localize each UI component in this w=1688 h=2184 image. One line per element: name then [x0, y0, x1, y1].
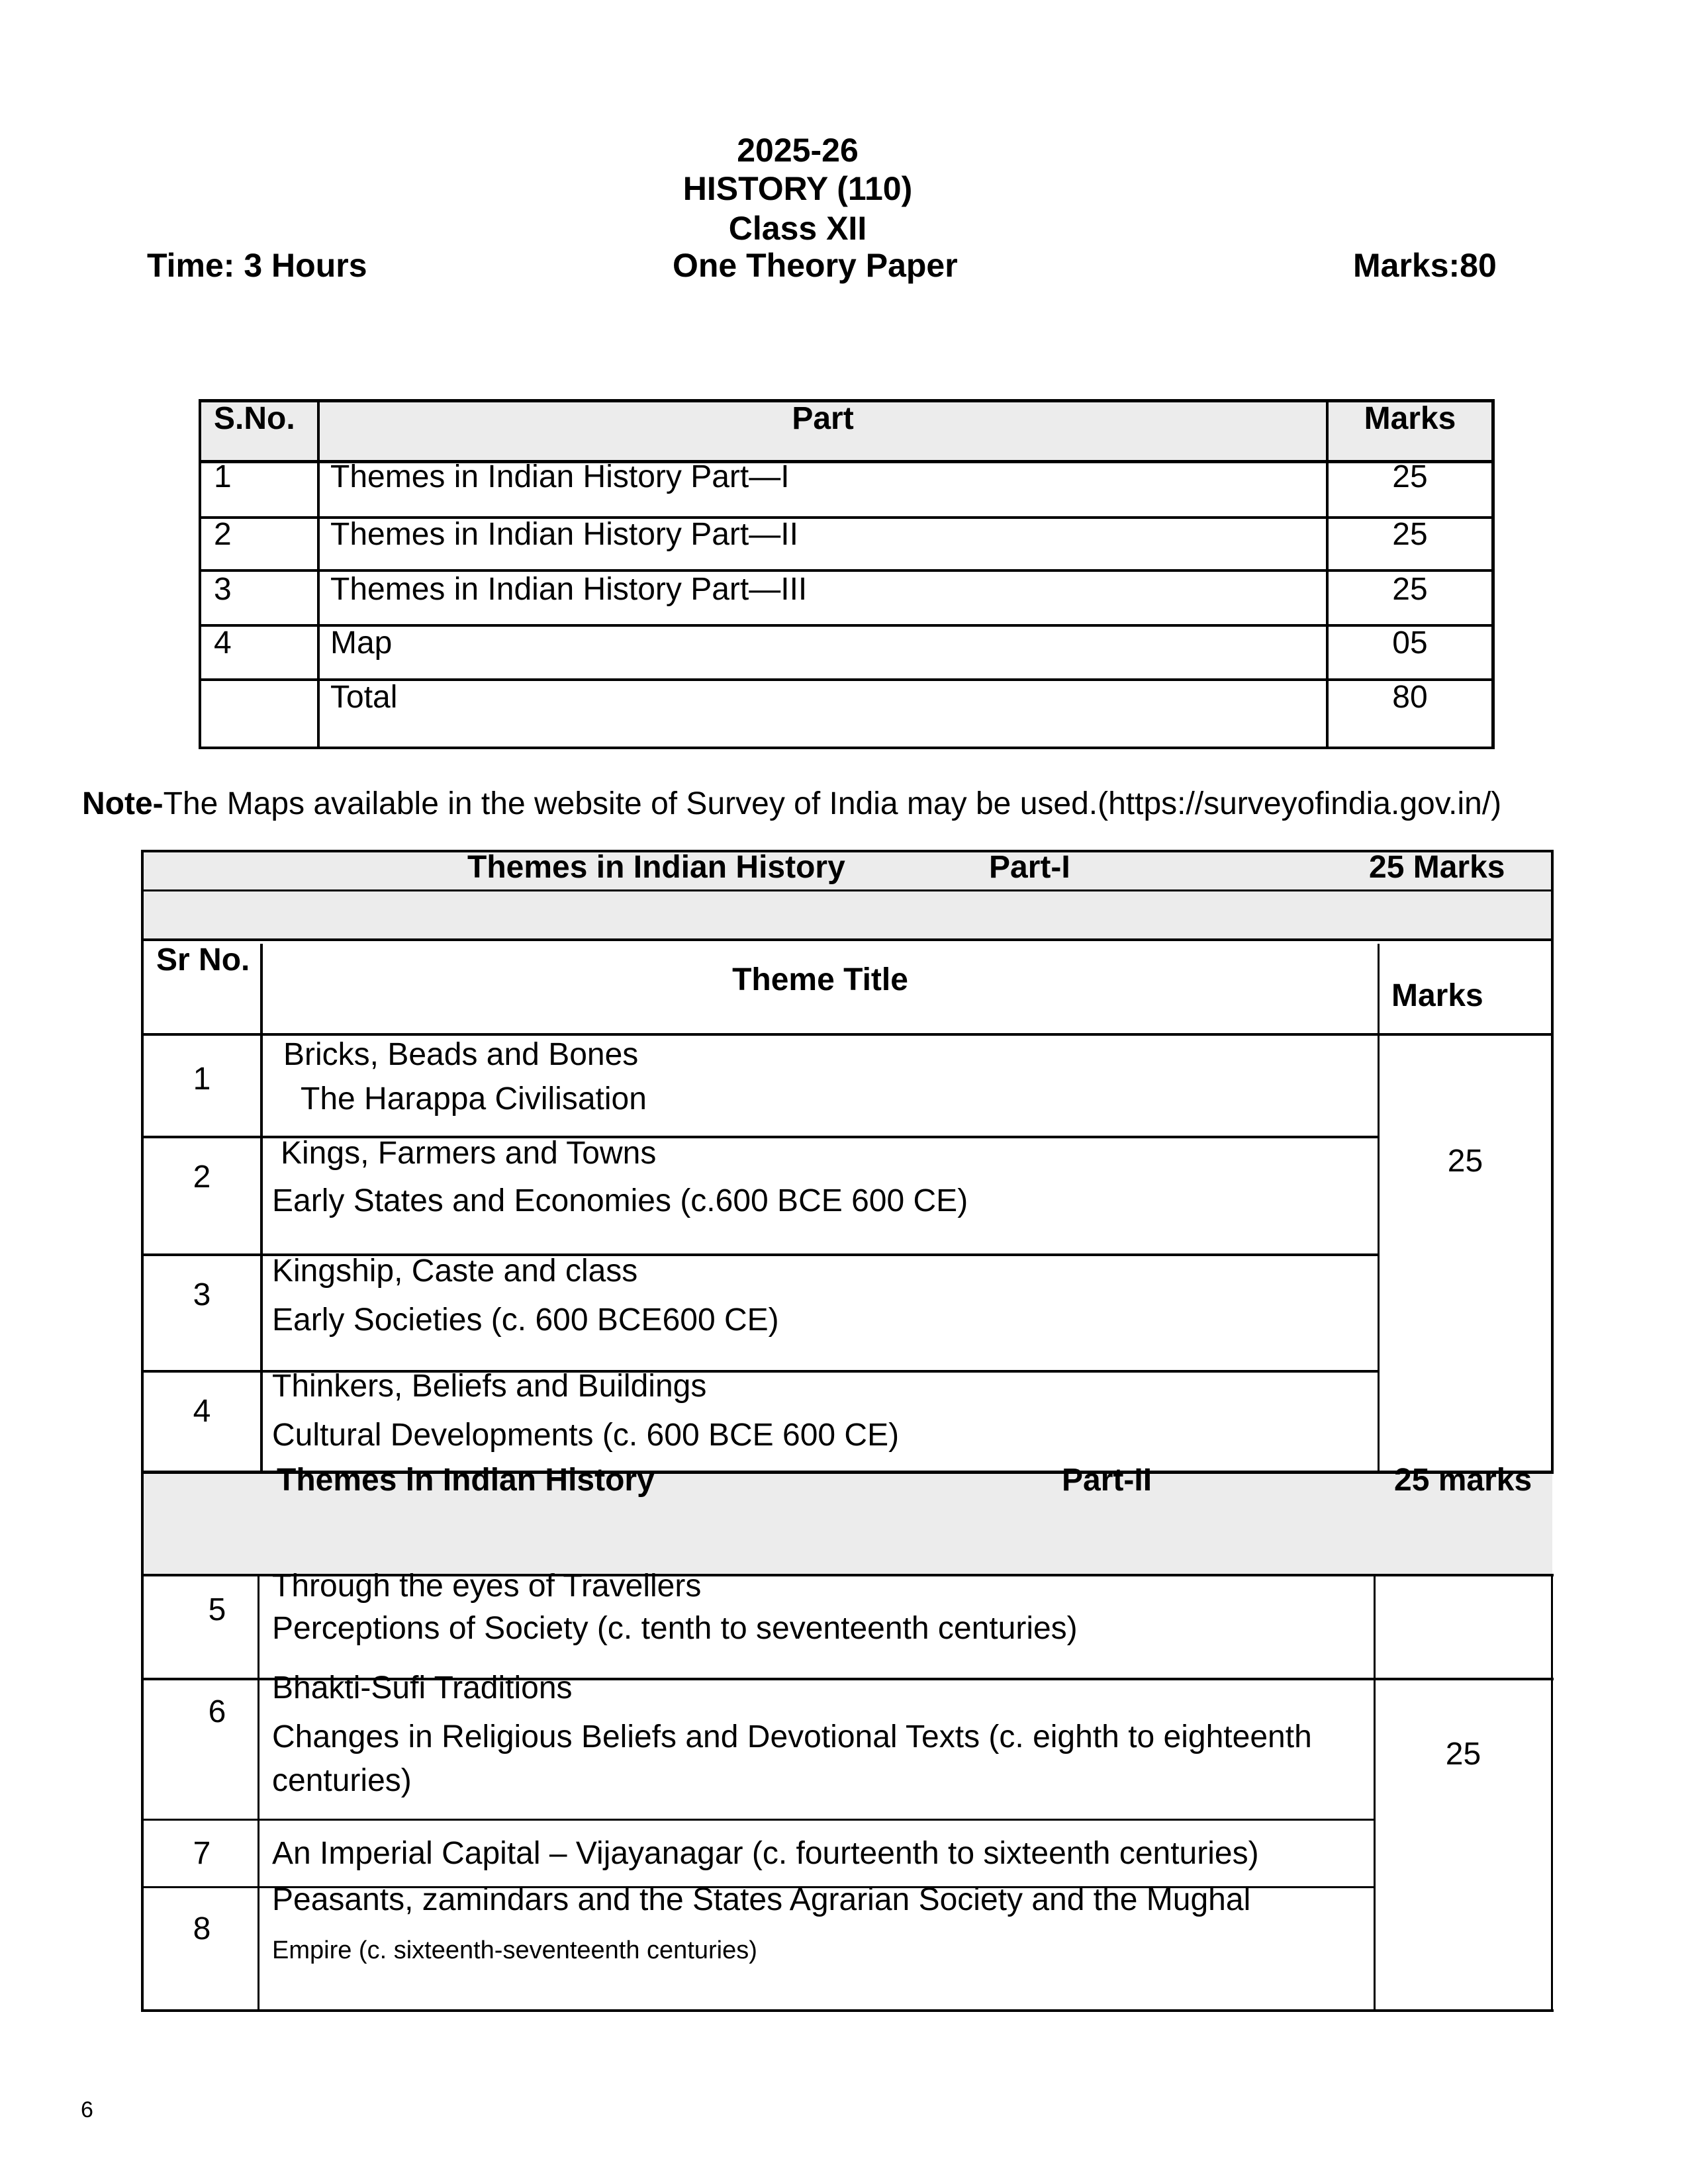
row-theme-line2: Perceptions of Society (c. tenth to seventeenth centuries) — [272, 1611, 1078, 1646]
part1-header-bg — [142, 851, 1552, 940]
row-theme-line2: The Harappa Civilisation — [301, 1081, 647, 1116]
row-theme-line2: Empire (c. sixteenth-seventeenth centuries) — [272, 1936, 757, 1964]
row-theme-line1: Bhakti-Sufi Traditions — [272, 1670, 573, 1706]
row-sno: 3 — [214, 572, 232, 607]
class-heading: Class XII — [728, 210, 867, 247]
row-sno: 5 — [208, 1592, 226, 1627]
part1-total-marks: 25 — [1447, 1144, 1483, 1179]
row-theme-line1: Kings, Farmers and Towns — [281, 1136, 657, 1171]
row-sno: 4 — [214, 625, 232, 660]
row-theme-line1: Bricks, Beads and Bones — [283, 1037, 639, 1072]
part1-part-label: Part-I — [989, 850, 1070, 885]
row-marks: 05 — [1392, 625, 1428, 660]
marks-label: Marks:80 — [1353, 247, 1497, 284]
row-sno: 4 — [193, 1394, 211, 1429]
row-sno: 6 — [208, 1694, 226, 1729]
row-part: Themes in Indian History Part—II — [330, 517, 798, 552]
row-sno: 3 — [193, 1277, 211, 1312]
row-theme-line1: Thinkers, Beliefs and Buildings — [272, 1369, 707, 1404]
part2-marks-label: 25 marks — [1394, 1463, 1532, 1498]
part1-marks-label: 25 Marks — [1369, 850, 1505, 885]
col-header-srno: Sr No. — [156, 942, 250, 978]
part2-total-marks: 25 — [1445, 1737, 1481, 1772]
row-theme-line1: Kingship, Caste and class — [272, 1253, 638, 1289]
col-header-marks: Marks — [1364, 401, 1456, 436]
part2-part-label: Part-II — [1062, 1463, 1152, 1498]
row-sno: 2 — [214, 517, 232, 552]
note-text: The Maps available in the website of Survey of India may be used.(https://surveyofindia.gov.in/) — [163, 786, 1502, 821]
row-part: Map — [330, 625, 393, 660]
note-label: Note- — [82, 786, 164, 821]
row-marks: 25 — [1392, 517, 1428, 552]
row-theme-line2: Early States and Economies (c.600 BCE 600 CE) — [272, 1183, 968, 1218]
part2-title: Themes in Indian History — [277, 1463, 655, 1498]
row-sno: 2 — [193, 1160, 211, 1195]
part1-title: Themes in Indian History — [467, 850, 845, 885]
col-header-theme-title: Theme Title — [732, 962, 908, 997]
row-sno: 1 — [193, 1062, 211, 1097]
row-marks: 25 — [1392, 459, 1428, 494]
row-sno: 1 — [214, 459, 232, 494]
row-theme-line1: Peasants, zamindars and the States Agrarian Society and the Mughal — [272, 1882, 1251, 1917]
col-header-part: Part — [792, 401, 854, 436]
row-theme-line2: Cultural Developments (c. 600 BCE 600 CE) — [272, 1418, 900, 1453]
row-theme-line3: centuries) — [272, 1763, 412, 1798]
row-part: Themes in Indian History Part—III — [330, 572, 808, 607]
note — [82, 785, 1501, 823]
row-sno: 7 — [193, 1836, 211, 1871]
subject-heading: HISTORY (110) — [682, 170, 913, 207]
row-theme-line1: Through the eyes of Travellers — [272, 1569, 702, 1604]
row-marks: 25 — [1392, 572, 1428, 607]
row-part: Total — [330, 680, 398, 715]
col-header-marks: Marks — [1391, 978, 1483, 1013]
time-label: Time: 3 Hours — [147, 247, 367, 284]
row-marks: 80 — [1392, 680, 1428, 715]
paper-label: One Theory Paper — [673, 247, 958, 284]
col-header-sno: S.No. — [214, 401, 295, 436]
row-part: Themes in Indian History Part—I — [330, 459, 790, 494]
row-theme-line2: Early Societies (c. 600 BCE600 CE) — [272, 1302, 779, 1338]
row-theme-line1: An Imperial Capital – Vijayanagar (c. fourteenth to sixteenth centuries) — [272, 1836, 1259, 1871]
row-theme-line2: Changes in Religious Beliefs and Devotional Texts (c. eighth to eighteenth — [272, 1719, 1312, 1754]
year-heading: 2025-26 — [737, 132, 859, 169]
row-sno: 8 — [193, 1911, 211, 1946]
page-number: 6 — [81, 2097, 93, 2122]
